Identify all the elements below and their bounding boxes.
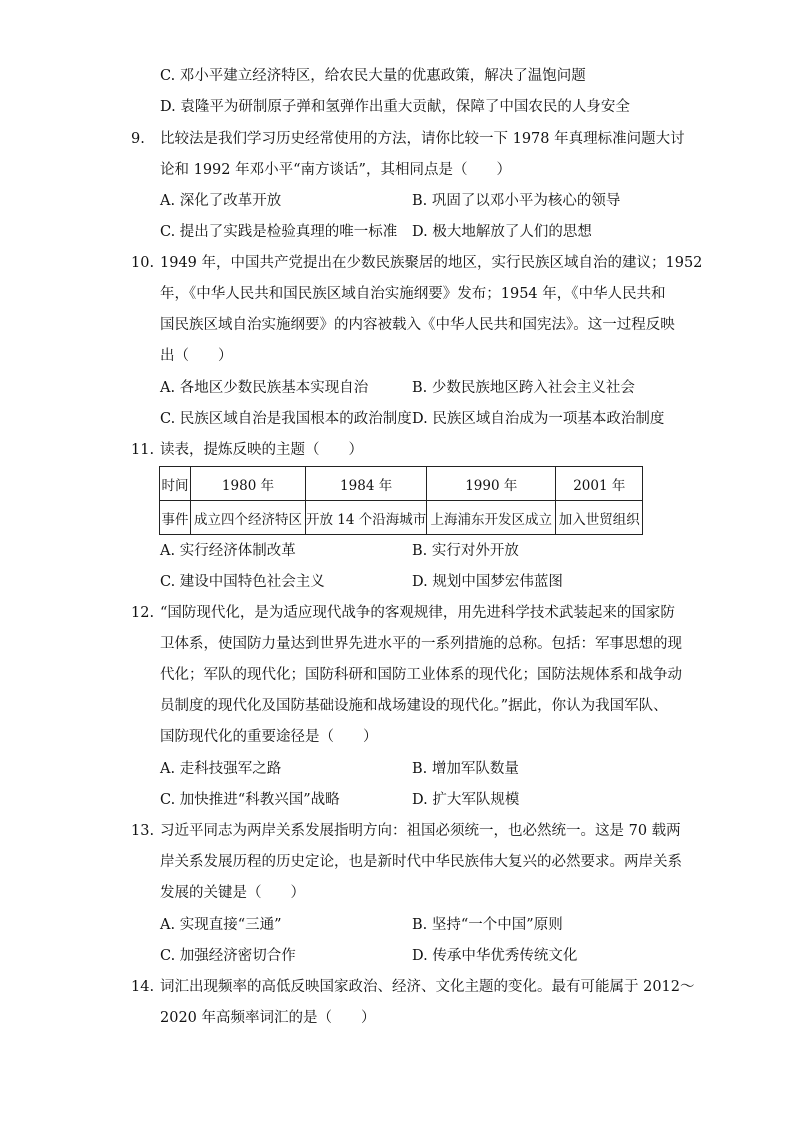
q13-option-c: C. 加强经济密切合作 [160,948,296,964]
q11-option-d: D. 规划中国梦宏伟蓝图 [412,574,563,590]
q10-stem-line-4: 出（ ） [160,348,233,364]
table-row [160,501,643,535]
table-cell: 成立四个经济特区 [191,501,306,535]
q13-stem-line-2: 岸关系发展历程的历史定论，也是新时代中华民族伟大复兴的必然要求。两岸关系 [160,854,682,870]
q13-stem-line-3: 发展的关键是（ ） [160,885,305,901]
q9-option-a: A. 深化了改革开放 [160,193,282,209]
q9-option-b: B. 巩固了以邓小平为核心的领导 [412,193,621,209]
q13-option-b: B. 坚持“一个中国”原则 [412,917,563,933]
q10-option-b: B. 少数民族地区跨入社会主义社会 [412,380,635,396]
q8-option-d: D. 袁隆平为研制原子弹和氢弹作出重大贡献，保障了中国农民的人身安全 [160,99,630,115]
table-cell: 1990 年 [427,467,556,501]
table-row [160,467,643,501]
q10-number: 10. [131,255,155,271]
q9-option-d: D. 极大地解放了人们的思想 [412,224,592,240]
q14-number: 14. [131,979,155,995]
q9-stem-line-2: 论和 1992 年邓小平“南方谈话”，其相同点是（ ） [160,162,511,178]
q11-number: 11. [131,442,155,458]
q11-table [159,466,643,535]
q13-stem-line-1: 习近平同志为两岸关系发展指明方向：祖国必须统一，也必然统一。这是 70 载两 [160,823,681,839]
table-cell: 1980 年 [191,467,306,501]
q12-stem-line-1: “国防现代化，是为适应现代战争的客观规律，用先进科学技术武装起来的国家防 [160,605,675,621]
q10-stem-line-3: 国民族区域自治实施纲要》的内容被载入《中华人民共和国宪法》。这一过程反映 [160,317,675,333]
q14-stem-line-1: 词汇出现频率的高低反映国家政治、经济、文化主题的变化。最有可能属于 2012～ [160,979,695,995]
table-cell: 2001 年 [556,467,643,501]
q12-stem-line-5: 国防现代化的重要途径是（ ） [160,729,378,745]
q12-stem-line-4: 员制度的现代化及国防基础设施和战场建设的现代化。”据此，你认为我国军队、 [160,698,668,714]
table-cell: 开放 14 个沿海城市 [306,501,427,535]
q12-option-a: A. 走科技强军之路 [160,761,282,777]
q11-stem-line-1: 读表，提炼反映的主题（ ） [160,442,363,458]
q12-number: 12. [131,605,155,621]
q12-option-d: D. 扩大军队规模 [412,792,520,808]
q10-stem-line-1: 1949 年，中国共产党提出在少数民族聚居的地区，实行民族区域自治的建议；1952 [160,255,703,271]
q13-number: 13. [131,823,155,839]
q12-stem-line-2: 卫体系，使国防力量达到世界先进水平的一系列措施的总称。包括：军事思想的现 [160,636,682,652]
q13-option-a: A. 实现直接“三通” [160,917,282,933]
q9-number: 9. [131,131,145,147]
table-cell: 加入世贸组织 [556,501,643,535]
q8-option-c: C. 邓小平建立经济特区，给农民大量的优惠政策，解决了温饱问题 [160,68,586,84]
table-cell: 上海浦东开发区成立 [427,501,556,535]
q11-option-a: A. 实行经济体制改革 [160,543,296,559]
q9-option-c: C. 提出了实践是检验真理的唯一标准 [160,224,398,240]
q11-option-c: C. 建设中国特色社会主义 [160,574,325,590]
q12-option-c: C. 加快推进“科教兴国”战略 [160,792,340,808]
table-cell: 1984 年 [306,467,427,501]
q12-stem-line-3: 代化；军队的现代化；国防科研和国防工业体系的现代化；国防法规体系和战争动 [160,667,682,683]
q11-option-b: B. 实行对外开放 [412,543,519,559]
table-cell: 事件 [160,501,191,535]
q12-option-b: B. 增加军队数量 [412,761,519,777]
q10-option-d: D. 民族区域自治成为一项基本政治制度 [412,411,665,427]
q14-stem-line-2: 2020 年高频率词汇的是（ ） [160,1010,376,1026]
q10-option-c: C. 民族区域自治是我国根本的政治制度 [160,411,412,427]
table-cell: 时间 [160,467,191,501]
q10-option-a: A. 各地区少数民族基本实现自治 [160,380,369,396]
q10-stem-line-2: 年，《中华人民共和国民族区域自治实施纲要》发布；1954 年，《中华人民共和 [160,286,666,302]
q9-stem-line-1: 比较法是我们学习历史经常使用的方法，请你比较一下 1978 年真理标准问题大讨 [160,131,685,147]
q13-option-d: D. 传承中华优秀传统文化 [412,948,578,964]
